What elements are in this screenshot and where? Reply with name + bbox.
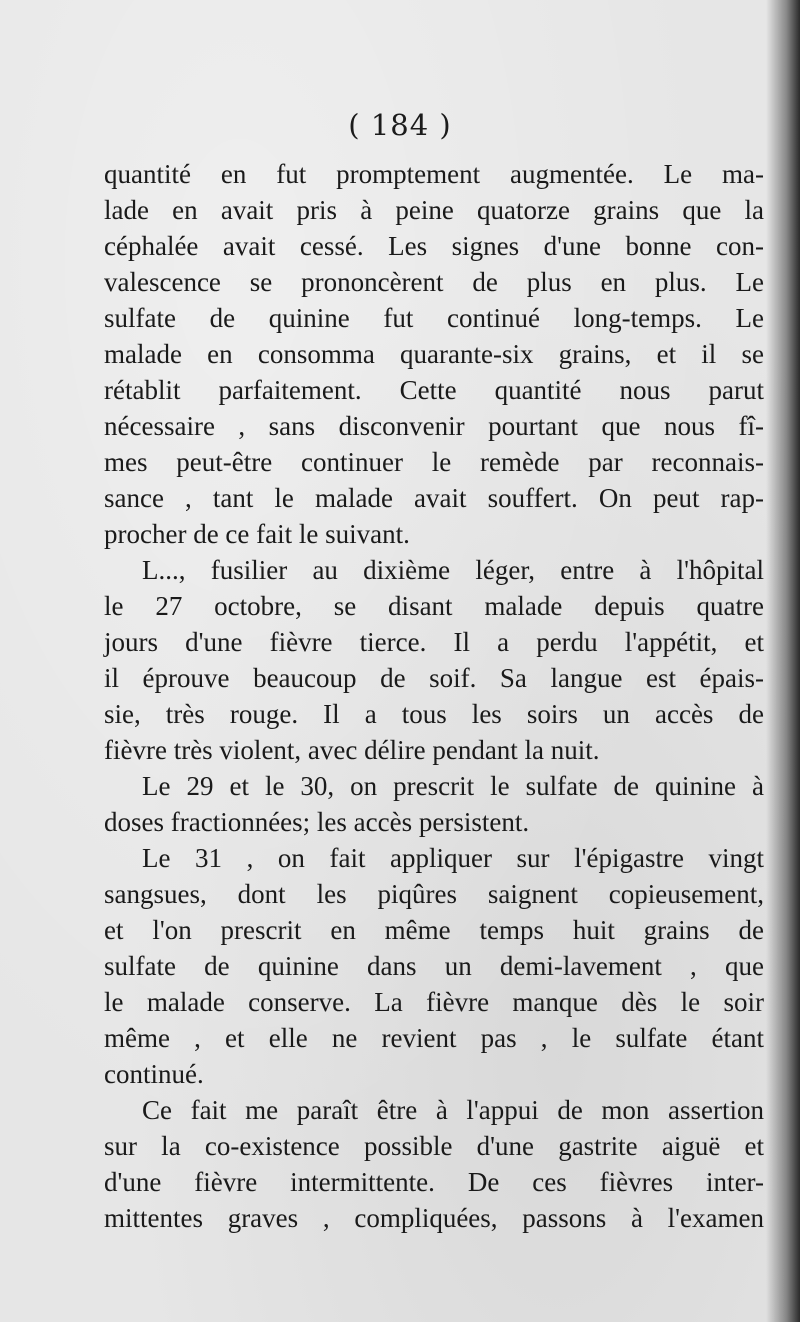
text-line: nécessaire , sans disconvenir pourtant que nous fî- bbox=[104, 411, 764, 441]
text-line: valescence se prononcèrent de plus en plus. Le bbox=[104, 267, 764, 297]
text-line: même , et elle ne revient pas , le sulfate étant bbox=[104, 1023, 764, 1053]
page-number: ( 184 ) bbox=[348, 108, 452, 142]
text-line: il éprouve beaucoup de soif. Sa langue est épais- bbox=[104, 663, 764, 693]
text-line: sie, très rouge. Il a tous les soirs un accès de bbox=[104, 699, 764, 729]
text-line: lade en avait pris à peine quatorze grains que la bbox=[104, 195, 764, 225]
text-line: et l'on prescrit en même temps huit grains de bbox=[104, 915, 764, 945]
text-line: doses fractionnées; les accès persistent. bbox=[104, 807, 530, 837]
body-text bbox=[104, 156, 764, 1236]
text-line: mittentes graves , compliquées, passons à l'examen bbox=[104, 1203, 764, 1233]
text-line: le 27 octobre, se disant malade depuis quatre bbox=[104, 591, 764, 621]
text-line: sulfate de quinine dans un demi-lavement , que bbox=[104, 951, 764, 981]
text-line: Le 29 et le 30, on prescrit le sulfate de quinine à bbox=[142, 771, 764, 801]
text-line: le malade conserve. La fièvre manque dès le soir bbox=[104, 987, 764, 1017]
text-line: sulfate de quinine fut continué long-temps. Le bbox=[104, 303, 764, 333]
text-line: fièvre très violent, avec délire pendant la nuit. bbox=[104, 735, 600, 765]
text-line: sance , tant le malade avait souffert. On peut rap- bbox=[104, 483, 764, 513]
text-line: malade en consomma quarante-six grains, et il se bbox=[104, 339, 764, 369]
text-line: d'une fièvre intermittente. De ces fièvres inter- bbox=[104, 1167, 764, 1197]
text-line: rétablit parfaitement. Cette quantité nous parut bbox=[104, 375, 764, 405]
text-line: L..., fusilier au dixième léger, entre à l'hôpital bbox=[142, 555, 764, 585]
text-line: céphalée avait cessé. Les signes d'une bonne con- bbox=[104, 231, 764, 261]
text-line: mes peut-être continuer le remède par reconnais- bbox=[104, 447, 764, 477]
text-line: jours d'une fièvre tierce. Il a perdu l'appétit, et bbox=[104, 627, 764, 657]
text-line: continué. bbox=[104, 1059, 204, 1089]
text-line: quantité en fut promptement augmentée. Le ma- bbox=[104, 159, 764, 189]
text-line: Le 31 , on fait appliquer sur l'épigastre vingt bbox=[142, 843, 764, 873]
text-line: sangsues, dont les piqûres saignent copieusement, bbox=[104, 879, 764, 909]
page-edge-shadow bbox=[766, 0, 800, 1322]
text-line: sur la co-existence possible d'une gastrite aiguë et bbox=[104, 1131, 764, 1161]
text-line: procher de ce fait le suivant. bbox=[104, 519, 410, 549]
text-line: Ce fait me paraît être à l'appui de mon assertion bbox=[142, 1095, 764, 1125]
